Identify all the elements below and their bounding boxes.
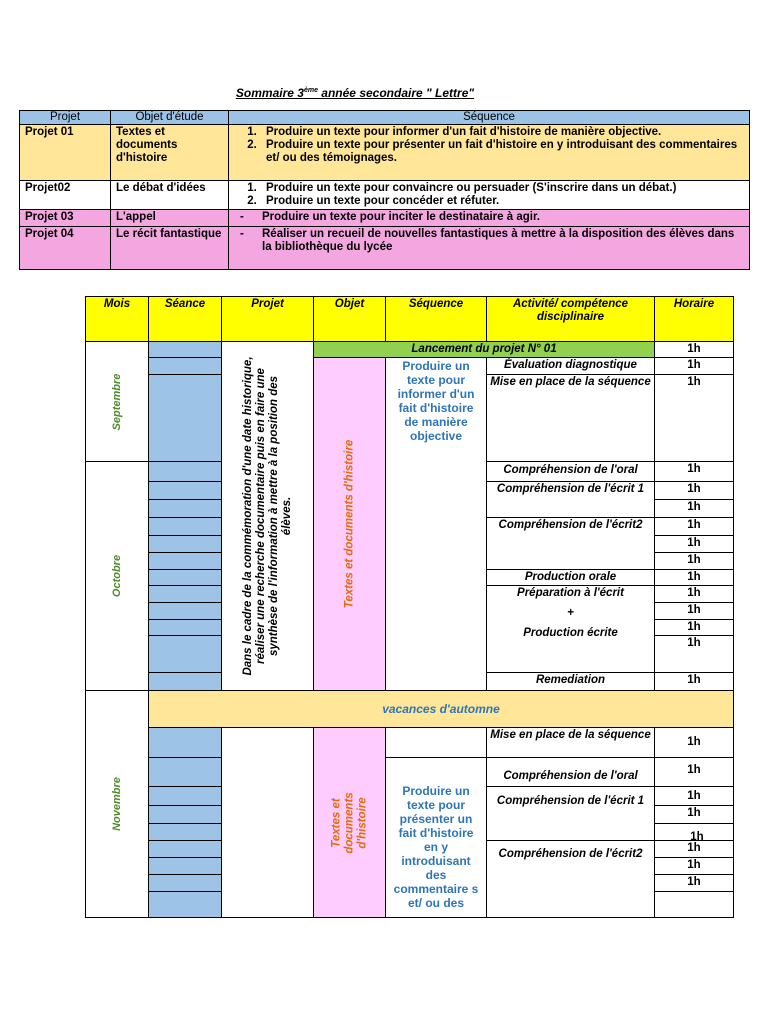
objet-cell	[313, 357, 386, 691]
hour-cell: 1h	[654, 552, 734, 570]
summary-row-projet-01	[20, 125, 750, 181]
hour-cell: 1h	[654, 672, 734, 691]
summary-projet: Projet02	[20, 181, 111, 210]
hour-cell: 1h	[654, 481, 734, 500]
hour-cell: 1h	[654, 499, 734, 518]
seance-cell	[148, 874, 222, 892]
hour-cell: 1h	[654, 569, 734, 586]
summary-objet: L'appel	[111, 210, 229, 227]
summary-sequence-item: 2. Produire un texte pour concéder et réfuter.	[260, 195, 744, 208]
objet-label: Textes et documents d'histoire	[343, 439, 355, 609]
hour-cell: 1h	[654, 535, 734, 553]
summary-projet: Projet 03	[20, 210, 111, 227]
seance-cell	[148, 619, 222, 636]
seance-cell	[148, 891, 222, 918]
seance-cell	[148, 857, 222, 875]
header-projet: Projet	[221, 296, 314, 342]
sequence-cell	[385, 757, 487, 918]
hour-cell: 1h	[654, 357, 734, 375]
seance-cell	[148, 461, 222, 482]
hour-cell: 1h	[654, 341, 734, 358]
summary-row-projet-04	[20, 227, 750, 270]
summary-header-projet: Projet	[20, 111, 111, 125]
hour-cell: 1h	[654, 727, 734, 758]
hour-cell: 1h	[654, 619, 734, 636]
header-activite: Activité/ compétence disciplinaire	[486, 296, 655, 342]
seance-cell	[148, 585, 222, 603]
hour-cell: 1h	[654, 823, 734, 841]
seance-cell	[148, 727, 222, 758]
summary-sequences	[229, 210, 750, 227]
activity-cell: Compréhension de l'écrit 1	[486, 481, 655, 518]
summary-sequences	[229, 227, 750, 270]
hour-cell-empty	[654, 891, 734, 918]
header-sequence: Séquence	[385, 296, 487, 342]
sequence-text: Produire un texte pour présenter un fait d'histoire en y introduisant des commentaire s et/ ou des	[393, 784, 479, 910]
seance-cell	[148, 481, 222, 500]
activity-label: Préparation à l'écrit	[517, 587, 624, 599]
activity-label: Production écrite	[523, 627, 618, 639]
summary-projet: Projet 04	[20, 227, 111, 270]
sequence-text: Produire un texte pour informer d'un fait d'histoire de manière objective	[397, 359, 475, 443]
month-label: Septembre	[111, 373, 123, 430]
summary-projet: Projet 01	[20, 125, 111, 181]
hour-cell: 1h	[654, 874, 734, 892]
seance-cell	[148, 535, 222, 553]
seance-cell	[148, 635, 222, 673]
seance-cell	[148, 823, 222, 841]
header-horaire: Horaire	[654, 296, 734, 342]
seance-cell	[148, 805, 222, 824]
summary-sequences	[229, 125, 750, 181]
hour-cell: 1h	[654, 805, 734, 824]
plus-sign: +	[567, 607, 574, 619]
hour-cell: 1h	[654, 461, 734, 482]
projet-cell	[221, 727, 314, 918]
hour-cell: 1h	[654, 840, 734, 858]
seance-cell	[148, 374, 222, 462]
summary-sequences	[229, 181, 750, 210]
month-label: Novembre	[111, 777, 123, 831]
launch-banner: Lancement du projet N° 01	[313, 341, 655, 358]
summary-sequence-text: Réaliser un recueil de nouvelles fantastiques à mettre à la disposition des élèves dans la bibliothèque du lycée	[262, 228, 735, 253]
sequence-cell-empty	[385, 727, 487, 758]
header-objet: Objet	[313, 296, 386, 342]
summary-header-sequence: Séquence	[229, 111, 750, 125]
hour-cell: 1h	[654, 757, 734, 787]
summary-row-projet-03	[20, 210, 750, 227]
sequence-cell	[385, 357, 487, 691]
activity-cell: Compréhension de l'oral	[486, 461, 655, 482]
hour-cell: 1h	[654, 374, 734, 462]
seance-cell	[148, 569, 222, 586]
activity-cell: Mise en place de la séquence	[486, 374, 655, 462]
summary-sequence-item: 1. Produire un texte pour convaincre ou persuader (S'inscrire dans un débat.)	[260, 182, 744, 195]
activity-cell-production	[486, 585, 655, 673]
activity-cell: Compréhension de l'oral	[486, 757, 655, 787]
summary-sequence-item: 1. Produire un texte pour informer d'un fait d'histoire de manière objective.	[260, 126, 744, 139]
month-cell-octobre	[85, 461, 149, 691]
activity-cell: Production orale	[486, 569, 655, 586]
seance-cell	[148, 499, 222, 518]
hour-cell: 1h	[654, 602, 734, 620]
projet-description: Dans le cadre de la commémoration d'une date historique, réaliser une recherche documentaire puis en faire une synthèse de l'information à mettre à la position des élèves.	[241, 356, 293, 676]
activity-cell: Mise en place de la séquence	[486, 727, 655, 758]
objet-label: Textes et documents d'histoire	[330, 791, 368, 854]
hour-cell: 1h	[654, 635, 734, 673]
seance-cell	[148, 786, 222, 806]
hour-cell: 1h	[654, 857, 734, 875]
dash: -	[240, 211, 244, 223]
month-cell-septembre	[85, 341, 149, 462]
seance-cell	[148, 840, 222, 858]
summary-objet: Le débat d'idées	[111, 181, 229, 210]
activity-cell: Remediation	[486, 672, 655, 691]
planning-table	[85, 296, 734, 918]
page-title: Sommaire 3ème année secondaire " Lettre"	[235, 86, 475, 100]
summary-header-objet: Objet d'étude	[111, 111, 229, 125]
month-label: Octobre	[111, 554, 123, 598]
seance-cell	[148, 517, 222, 536]
seance-cell	[148, 357, 222, 375]
activity-cell: Évaluation diagnostique	[486, 357, 655, 375]
hour-cell: 1h	[654, 585, 734, 603]
activity-cell: Compréhension de l'écrit2	[486, 840, 655, 918]
objet-cell	[313, 727, 386, 918]
summary-sequence-item: 2. Produire un texte pour présenter un fait d'histoire en y introduisant des commentaires et/ ou des témoignages.	[260, 139, 744, 165]
header-seance: Séance	[148, 296, 222, 342]
projet-cell	[221, 341, 314, 691]
summary-header-row	[20, 111, 750, 125]
hour-cell: 1h	[654, 517, 734, 536]
summary-sequence-text: Produire un texte pour inciter le destinataire à agir.	[262, 211, 540, 223]
activity-cell: Compréhension de l'écrit2	[486, 517, 655, 570]
summary-row-projet-02	[20, 181, 750, 210]
summary-objet: Le récit fantastique	[111, 227, 229, 270]
summary-objet: Textes et documents d'histoire	[111, 125, 229, 181]
month-cell-novembre	[85, 690, 149, 918]
seance-cell	[148, 757, 222, 787]
seance-cell	[148, 602, 222, 620]
seance-cell	[148, 672, 222, 691]
seance-cell	[148, 341, 222, 358]
vacances-banner: vacances d'automne	[148, 690, 734, 728]
hour-cell: 1h	[654, 786, 734, 806]
activity-cell: Compréhension de l'écrit 1	[486, 786, 655, 841]
dash: -	[240, 228, 244, 240]
seance-cell	[148, 552, 222, 570]
summary-table	[19, 110, 750, 270]
header-mois: Mois	[85, 296, 149, 342]
